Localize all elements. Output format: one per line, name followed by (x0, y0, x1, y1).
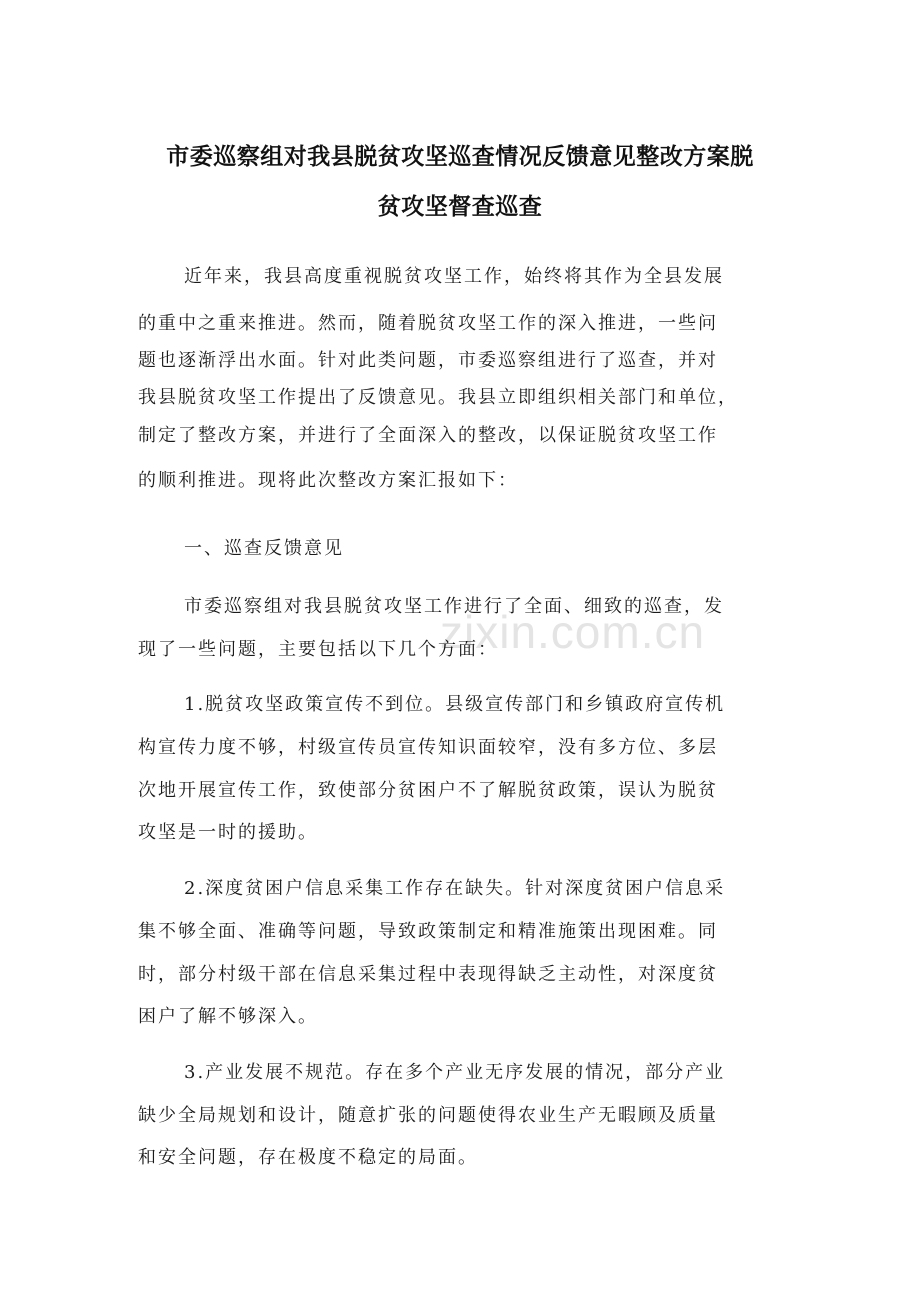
body-line: 我县脱贫攻坚工作提出了反馈意见。我县立即组织相关部门和单位， (138, 387, 738, 408)
watermark-text: zixin.com.cn (440, 606, 706, 658)
list-item-line: 时，部分村级干部在信息采集过程中表现得缺乏主动性，对深度贫 (138, 964, 718, 985)
list-item-line: 3.产业发展不规范。存在多个产业无序发展的情况，部分产业 (184, 1062, 726, 1083)
list-item-line: 缺少全局规划和设计，随意扩张的问题使得农业生产无暇顾及质量 (138, 1105, 718, 1126)
list-item-line: 构宣传力度不够，村级宣传员宣传知识面较窄，没有多方位、多层 (138, 737, 718, 758)
body-line: 的顺利推进。现将此次整改方案汇报如下： (138, 470, 518, 491)
list-item-line: 攻坚是一时的援助。 (138, 822, 318, 843)
body-line: 题也逐渐浮出水面。针对此类问题，市委巡察组进行了巡查，并对 (138, 350, 718, 371)
section-heading: 一、巡查反馈意见 (184, 538, 344, 559)
list-item-line: 2.深度贫困户信息采集工作存在缺失。针对深度贫困户信息采 (184, 878, 726, 899)
list-item-line: 次地开展宣传工作，致使部分贫困户不了解脱贫政策，误认为脱贫 (138, 780, 718, 801)
list-item-line: 集不够全面、准确等问题，导致政策制定和精准施策出现困难。同 (138, 921, 718, 942)
list-item-line: 困户了解不够深入。 (138, 1006, 318, 1027)
document-title-line-2: 贫攻坚督查巡查 (377, 194, 543, 220)
body-line: 的重中之重来推进。然而，随着脱贫攻坚工作的深入推进，一些问 (138, 313, 718, 334)
document-title-line-1: 市委巡察组对我县脱贫攻坚巡查情况反馈意见整改方案脱 (166, 144, 754, 170)
list-item-line: 和安全问题，存在极度不稳定的局面。 (138, 1147, 478, 1168)
body-line: 现了一些问题，主要包括以下几个方面： (138, 639, 498, 660)
body-line: 近年来，我县高度重视脱贫攻坚工作，始终将其作为全县发展 (184, 266, 724, 287)
list-item-line: 1.脱贫攻坚政策宣传不到位。县级宣传部门和乡镇政府宣传机 (184, 694, 726, 715)
body-line: 市委巡察组对我县脱贫攻坚工作进行了全面、细致的巡查，发 (184, 596, 724, 617)
body-line: 制定了整改方案，并进行了全面深入的整改，以保证脱贫攻坚工作 (138, 425, 718, 446)
